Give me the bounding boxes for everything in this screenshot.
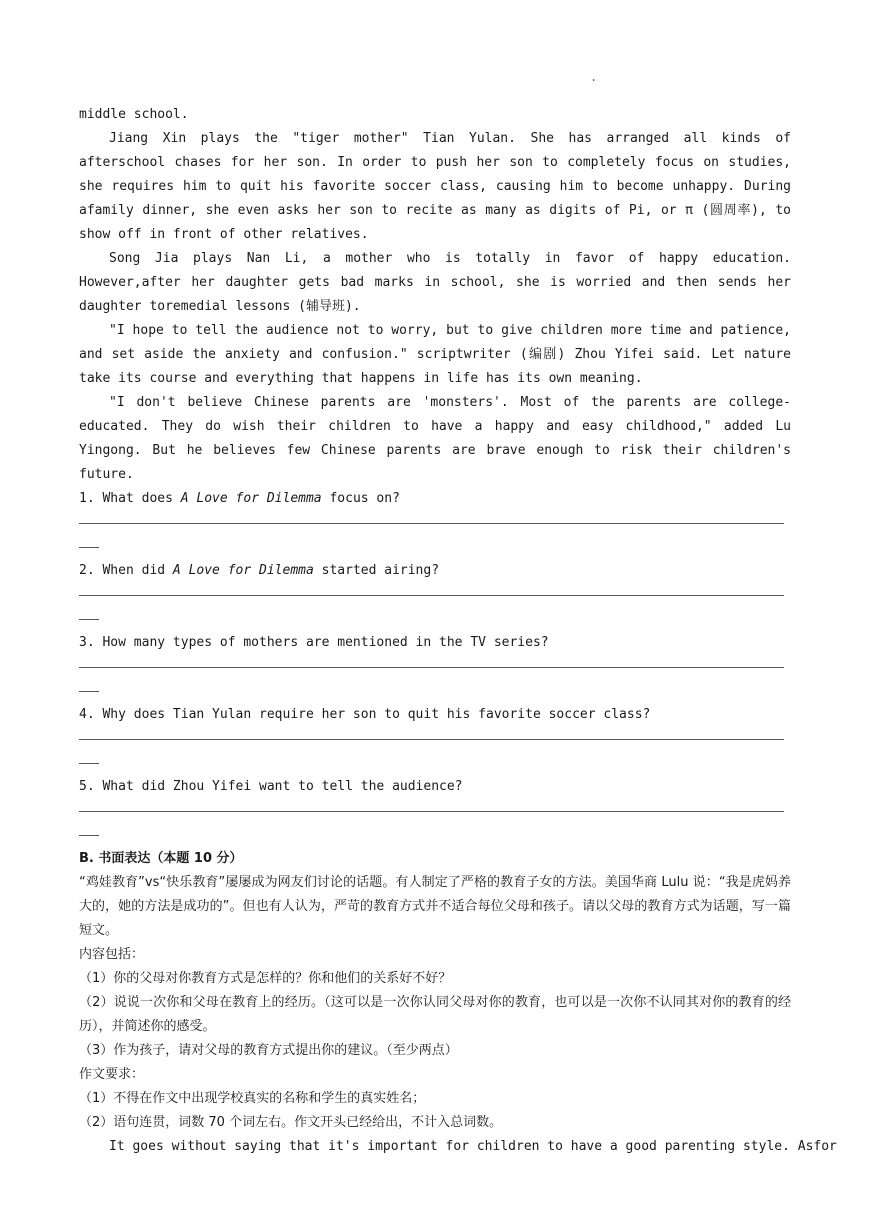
question-3-text: 3. How many types of mothers are mentioned in the TV series? bbox=[79, 635, 549, 650]
content-item-3: （3）作为孩子，请对父母的教育方式提出你的建议。（至少两点） bbox=[79, 1043, 458, 1058]
passage-paragraph-1: Jiang Xin plays the "tiger mother" Tian Yulan. She has arranged all kinds of afterschool chases for her son. In order to push her son to completely focus on studies, she requires him to quit his favorite soccer class, causing him to become unhappy. During afamily dinner, she even asks her son to recite as many as digits of Pi, or π (圆周率), to show off in front of other relatives. bbox=[79, 131, 791, 242]
question-2-text-end: started airing? bbox=[313, 563, 440, 578]
writing-intro: “鸡娃教育”vs“快乐教育”屡屡成为网友们讨论的话题。有人制定了严格的教育子女的方法。美国华商 Lulu 说：“我是虎妈养大的，她的方法是成功的”。但也有人认为，严苛的教育方式并不适合每位父母和孩子。请以父母的教育方式为话题，写一篇短文。 bbox=[79, 875, 791, 938]
question-4-text: 4. Why does Tian Yulan require her son to quit his favorite soccer class? bbox=[79, 707, 651, 722]
writing-section-title: B. 书面表达（本题 10 分） bbox=[79, 851, 243, 866]
answer-line-2-tail bbox=[79, 607, 791, 631]
question-1-text: 1. What does bbox=[79, 491, 181, 506]
essay-opening: It goes without saying that it's important for children to have a good parenting style. Asfor bbox=[109, 1139, 837, 1154]
header-dot: . bbox=[590, 70, 598, 84]
requirement-item-1: （1）不得在作文中出现学校真实的名称和学生的真实姓名； bbox=[79, 1091, 426, 1106]
passage-paragraph-2: Song Jia plays Nan Li, a mother who is totally in favor of happy education. However,after her daughter gets bad marks in school, she is worried and then sends her daughter toremedial lessons (辅导班). bbox=[79, 251, 791, 314]
question-1-title: A Love for Dilemma bbox=[180, 491, 322, 506]
question-3 bbox=[79, 631, 791, 655]
document-content bbox=[79, 103, 837, 1159]
question-4 bbox=[79, 703, 791, 727]
passage-paragraph-4: "I don't believe Chinese parents are 'monsters'. Most of the parents are college-educated. They do wish their children to have a happy and easy childhood," added Lu Yingong. But he believes few Chinese parents are brave enough to risk their children's future. bbox=[79, 395, 791, 482]
answer-line-5-tail bbox=[79, 823, 791, 847]
question-1-text-end: focus on? bbox=[321, 491, 400, 506]
answer-line-1[interactable] bbox=[79, 511, 791, 535]
answer-line-4[interactable] bbox=[79, 727, 791, 751]
question-5-text: 5. What did Zhou Yifei want to tell the audience? bbox=[79, 779, 463, 794]
question-5 bbox=[79, 775, 791, 799]
answer-line-3-tail bbox=[79, 679, 791, 703]
passage-paragraph-3: "I hope to tell the audience not to worry, but to give children more time and patience, and set aside the anxiety and confusion." scriptwriter (编剧) Zhou Yifei said. Let nature take its course and everything that happens in life has its own meaning. bbox=[79, 323, 791, 386]
content-item-2: （2）说说一次你和父母在教育上的经历。（这可以是一次你认同父母对你的教育，也可以是一次你不认同其对你的教育的经历），并简述你的感受。 bbox=[79, 995, 791, 1034]
question-2 bbox=[79, 559, 791, 583]
content-item-1: （1）你的父母对你教育方式是怎样的？你和他们的关系好不好？ bbox=[79, 971, 452, 986]
requirement-item-2: （2）语句连贯，词数 70 个词左右。作文开头已经给出，不计入总词数。 bbox=[79, 1115, 503, 1130]
answer-line-4-tail bbox=[79, 751, 791, 775]
answer-line-5[interactable] bbox=[79, 799, 791, 823]
answer-line-1-tail bbox=[79, 535, 791, 559]
question-1 bbox=[79, 487, 791, 511]
passage-paragraph-0: middle school. bbox=[79, 107, 189, 122]
content-label: 内容包括： bbox=[79, 947, 145, 962]
question-2-text: 2. When did bbox=[79, 563, 173, 578]
answer-line-2[interactable] bbox=[79, 583, 791, 607]
requirements-label: 作文要求： bbox=[79, 1067, 145, 1082]
question-2-title: A Love for Dilemma bbox=[172, 563, 314, 578]
answer-line-3[interactable] bbox=[79, 655, 791, 679]
